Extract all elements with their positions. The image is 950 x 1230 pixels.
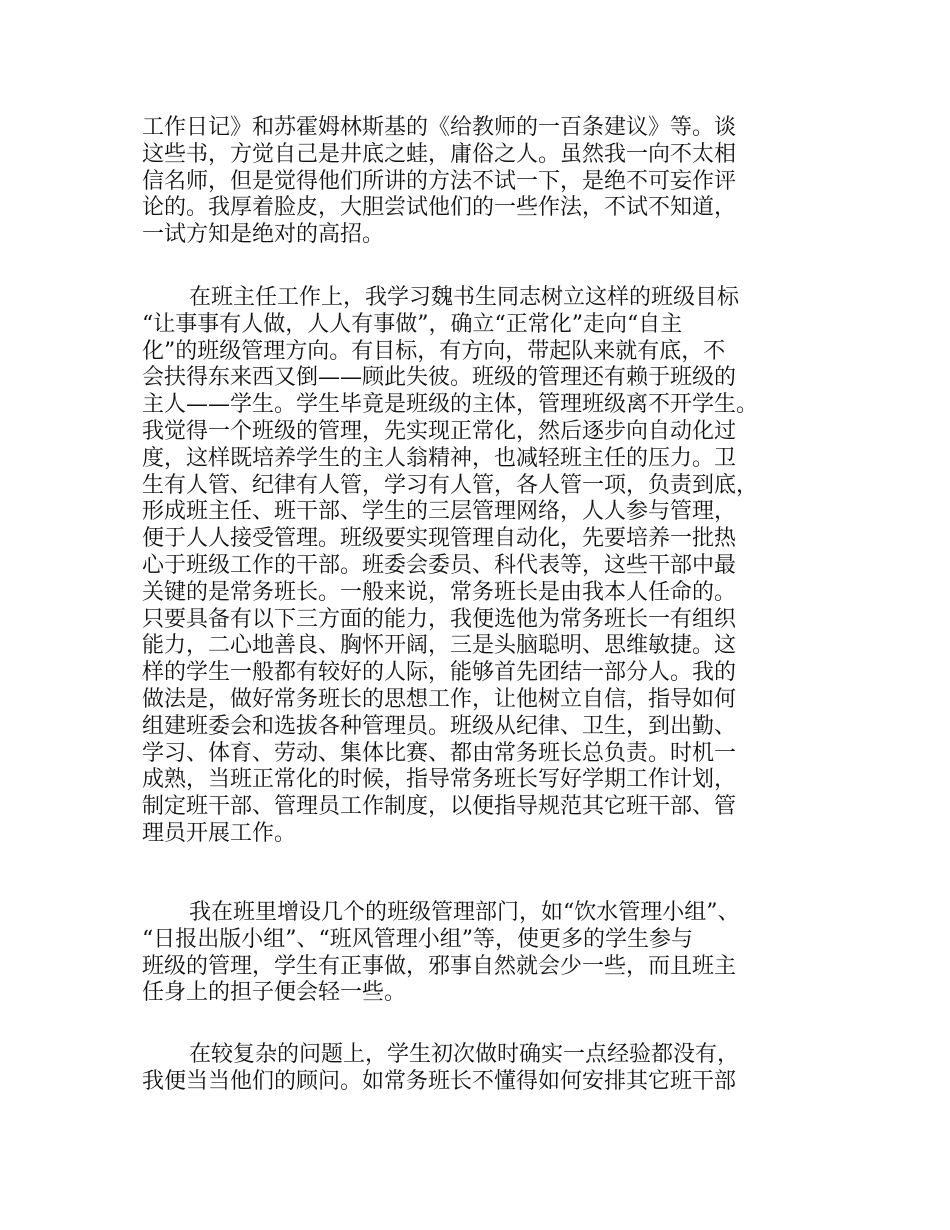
text-line: 制定班干部、管理员工作制度，以便指导规范其它班干部、管 [142, 794, 737, 820]
text-line: 任身上的担子便会轻一些。 [142, 980, 407, 1006]
text-line: 主人——学生。学生毕竟是班级的主体，管理班级离不开学生。 [142, 392, 759, 418]
text-line: 班级的管理，学生有正事做，邪事自然就会少一些，而且班主 [142, 953, 737, 979]
text-line: 一试方知是绝对的高招。 [142, 222, 385, 248]
text-line: 工作日记》和苏霍姆林斯基的《给教师的一百条建议》等。谈 [142, 115, 737, 140]
text-line: 做法是，做好常务班长的思想工作，让他树立自信，指导如何 [142, 686, 737, 712]
text-line: 能力，二心地善良、胸怀开阔，三是头脑聪明、思维敏捷。这 [142, 633, 737, 659]
text-line: 关键的是常务班长。一般来说，常务班长是由我本人任命的。 [142, 579, 737, 605]
text-line: 我觉得一个班级的管理，先实现正常化，然后逐步向自动化过 [142, 418, 737, 444]
text-line: 成熟，当班正常化的时候，指导常务班长写好学期工作计划， [142, 767, 737, 793]
paragraph-3 [142, 900, 822, 1007]
text-line: 便于人人接受管理。班级要实现管理自动化，先要培养一批热 [142, 526, 737, 552]
text-line: 只要具备有以下三方面的能力，我便选他为常务班长一有组织 [142, 606, 737, 632]
text-line: 心于班级工作的干部。班委会委员、科代表等，这些干部中最 [142, 552, 737, 578]
text-line: 化”的班级管理方向。有目标，有方向，带起队来就有底，不 [142, 338, 726, 364]
text-line: 在较复杂的问题上，学生初次做时确实一点经验都没有， [189, 1042, 740, 1067]
text-line: 形成班主任、班干部、学生的三层管理网络，人人参与管理， [142, 499, 737, 525]
paragraph-2 [142, 285, 822, 848]
text-line: “让事事有人做，人人有事做”，确立“正常化”走向“自主 [142, 311, 683, 337]
text-line: 样的学生一般都有较好的人际，能够首先团结一部分人。我的 [142, 660, 737, 686]
text-line: “日报出版小组”、“班风管理小组”等，使更多的学生参与 [142, 926, 693, 952]
paragraph-1 [142, 115, 822, 249]
paragraph-4 [142, 1042, 822, 1096]
text-line: 度，这样既培养学生的主人翁精神，也减轻班主任的压力。卫 [142, 445, 737, 471]
text-line: 我便当当他们的顾问。如常务班长不懂得如何安排其它班干部 [142, 1068, 737, 1094]
text-line: 在班主任工作上，我学习魏书生同志树立这样的班级目标 [189, 285, 740, 310]
text-line: 论的。我厚着脸皮，大胆尝试他们的一些作法，不试不知道， [142, 195, 737, 221]
text-line: 我在班里增设几个的班级管理部门，如“饮水管理小组”、 [189, 900, 740, 925]
text-line: 组建班委会和选拔各种管理员。班级从纪律、卫生，到出勤、 [142, 713, 737, 739]
text-line: 学习、体育、劳动、集体比赛、都由常务班长总负责。时机一 [142, 740, 737, 766]
text-line: 理员开展工作。 [142, 820, 297, 846]
text-line: 会扶得东来西又倒——顾此失彼。班级的管理还有赖于班级的 [142, 365, 737, 391]
text-line: 这些书，方觉自己是井底之蛙，庸俗之人。虽然我一向不太相 [142, 141, 737, 167]
text-line: 信名师，但是觉得他们所讲的方法不试一下，是绝不可妄作评 [142, 168, 737, 194]
text-line: 生有人管、纪律有人管，学习有人管，各人管一项，负责到底， [142, 472, 759, 498]
